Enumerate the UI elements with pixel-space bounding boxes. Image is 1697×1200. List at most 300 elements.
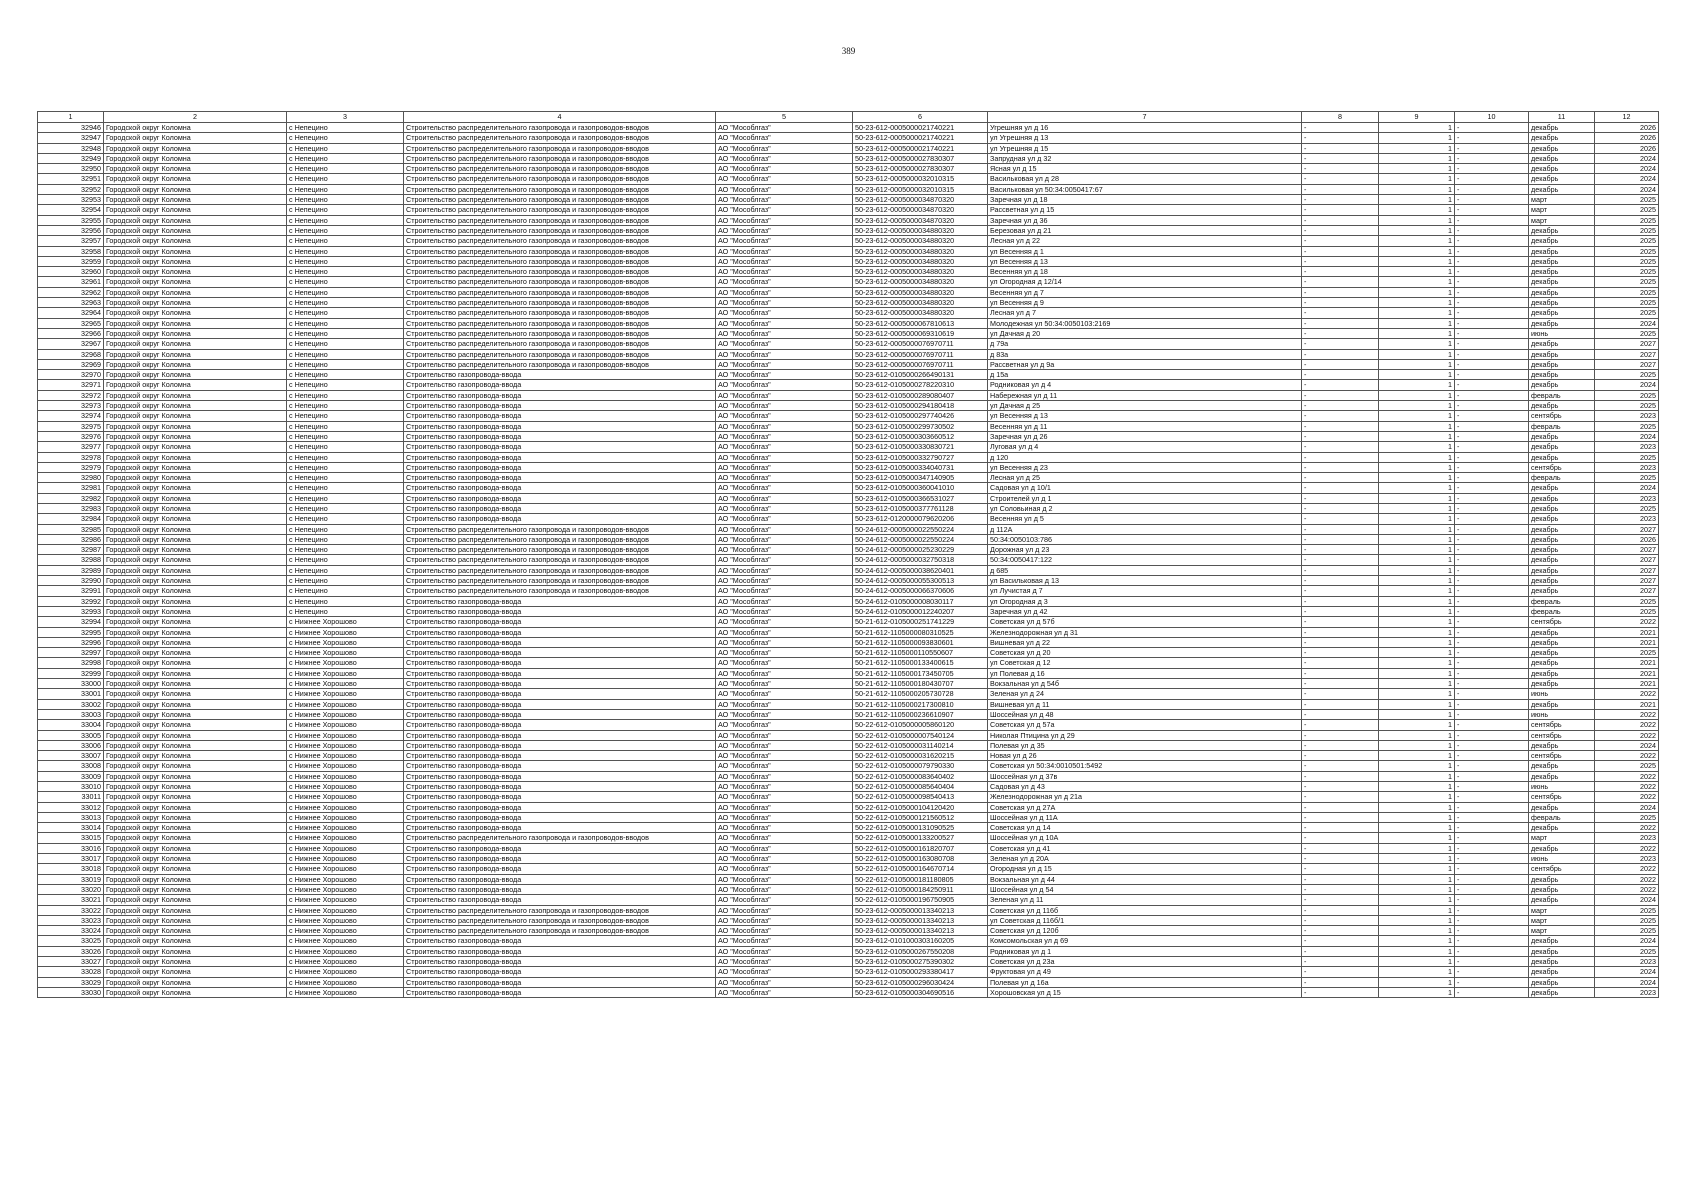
cell-col-10: - bbox=[1455, 267, 1529, 277]
cell-col-10: - bbox=[1455, 380, 1529, 390]
cell-program-id: 50-23-612-0005000034870320 bbox=[853, 205, 988, 215]
cell-program-id: 50-23-612-0005000034880320 bbox=[853, 298, 988, 308]
cell-year: 2025 bbox=[1595, 298, 1659, 308]
cell-program-id: 50-21-612-1105000093830601 bbox=[853, 637, 988, 647]
cell-col-8: - bbox=[1302, 123, 1379, 133]
cell-quantity: 1 bbox=[1379, 782, 1455, 792]
cell-organization: АО "Мособлгаз" bbox=[716, 915, 853, 925]
table-row bbox=[38, 164, 1659, 174]
cell-work-type: Строительство распределительного газопровода и газопроводов-вводов bbox=[404, 555, 716, 565]
cell-program-id: 50-22-612-0105000098540413 bbox=[853, 792, 988, 802]
cell-row-number: 32967 bbox=[38, 339, 104, 349]
cell-row-number: 32973 bbox=[38, 401, 104, 411]
cell-work-type: Строительство газопровода-ввода bbox=[404, 709, 716, 719]
cell-year: 2026 bbox=[1595, 534, 1659, 544]
cell-col-10: - bbox=[1455, 658, 1529, 668]
cell-settlement: с Непецино bbox=[287, 205, 404, 215]
cell-row-number: 32956 bbox=[38, 225, 104, 235]
cell-row-number: 33018 bbox=[38, 864, 104, 874]
cell-month: февраль bbox=[1529, 390, 1595, 400]
cell-month: декабрь bbox=[1529, 401, 1595, 411]
cell-row-number: 32954 bbox=[38, 205, 104, 215]
cell-program-id: 50-23-612-0005000034880320 bbox=[853, 236, 988, 246]
cell-row-number: 32988 bbox=[38, 555, 104, 565]
cell-settlement: с Нижнее Хорошово bbox=[287, 812, 404, 822]
cell-organization: АО "Мособлгаз" bbox=[716, 668, 853, 678]
cell-row-number: 32993 bbox=[38, 606, 104, 616]
cell-district: Городской округ Коломна bbox=[104, 730, 287, 740]
cell-work-type: Строительство газопровода-ввода bbox=[404, 473, 716, 483]
cell-organization: АО "Мособлгаз" bbox=[716, 493, 853, 503]
table-row bbox=[38, 256, 1659, 266]
cell-organization: АО "Мособлгаз" bbox=[716, 421, 853, 431]
cell-year: 2025 bbox=[1595, 473, 1659, 483]
column-header-8: 8 bbox=[1302, 112, 1379, 123]
cell-col-8: - bbox=[1302, 421, 1379, 431]
cell-quantity: 1 bbox=[1379, 411, 1455, 421]
cell-settlement: с Нижнее Хорошово bbox=[287, 699, 404, 709]
cell-row-number: 32983 bbox=[38, 503, 104, 513]
cell-row-number: 32987 bbox=[38, 545, 104, 555]
cell-col-8: - bbox=[1302, 339, 1379, 349]
cell-quantity: 1 bbox=[1379, 143, 1455, 153]
cell-year: 2024 bbox=[1595, 164, 1659, 174]
cell-col-10: - bbox=[1455, 926, 1529, 936]
cell-district: Городской округ Коломна bbox=[104, 462, 287, 472]
cell-district: Городской округ Коломна bbox=[104, 153, 287, 163]
cell-program-id: 50-24-612-0005000066370606 bbox=[853, 586, 988, 596]
cell-address: ул Весенняя д 9 bbox=[988, 298, 1302, 308]
cell-col-10: - bbox=[1455, 153, 1529, 163]
table-row bbox=[38, 225, 1659, 235]
cell-col-8: - bbox=[1302, 256, 1379, 266]
table-row bbox=[38, 267, 1659, 277]
cell-address: Огородная ул д 15 bbox=[988, 864, 1302, 874]
table-row bbox=[38, 596, 1659, 606]
cell-settlement: с Нижнее Хорошово bbox=[287, 658, 404, 668]
table-row bbox=[38, 720, 1659, 730]
cell-year: 2026 bbox=[1595, 133, 1659, 143]
cell-program-id: 50-22-612-0105000196750905 bbox=[853, 895, 988, 905]
cell-address: ул Огородная д 12/14 bbox=[988, 277, 1302, 287]
cell-col-10: - bbox=[1455, 905, 1529, 915]
cell-address: ул Лучистая д 7 bbox=[988, 586, 1302, 596]
cell-year: 2022 bbox=[1595, 864, 1659, 874]
cell-row-number: 32957 bbox=[38, 236, 104, 246]
cell-work-type: Строительство газопровода-ввода bbox=[404, 730, 716, 740]
cell-year: 2024 bbox=[1595, 483, 1659, 493]
cell-col-8: - bbox=[1302, 668, 1379, 678]
cell-year: 2022 bbox=[1595, 709, 1659, 719]
table-row bbox=[38, 833, 1659, 843]
cell-district: Городской округ Коломна bbox=[104, 493, 287, 503]
cell-work-type: Строительство газопровода-ввода bbox=[404, 823, 716, 833]
cell-row-number: 32963 bbox=[38, 298, 104, 308]
cell-settlement: с Непецино bbox=[287, 370, 404, 380]
cell-program-id: 50-23-612-0105000266490131 bbox=[853, 370, 988, 380]
cell-organization: АО "Мособлгаз" bbox=[716, 411, 853, 421]
cell-row-number: 33002 bbox=[38, 699, 104, 709]
cell-organization: АО "Мособлгаз" bbox=[716, 987, 853, 997]
cell-col-8: - bbox=[1302, 606, 1379, 616]
table-row bbox=[38, 318, 1659, 328]
cell-col-10: - bbox=[1455, 503, 1529, 513]
cell-quantity: 1 bbox=[1379, 926, 1455, 936]
cell-work-type: Строительство распределительного газопровода и газопроводов-вводов bbox=[404, 905, 716, 915]
table-row bbox=[38, 287, 1659, 297]
cell-col-10: - bbox=[1455, 431, 1529, 441]
cell-col-10: - bbox=[1455, 874, 1529, 884]
cell-row-number: 32984 bbox=[38, 514, 104, 524]
cell-col-8: - bbox=[1302, 637, 1379, 647]
table-row bbox=[38, 905, 1659, 915]
cell-address: Советская ул д 23а bbox=[988, 957, 1302, 967]
cell-organization: АО "Мособлгаз" bbox=[716, 308, 853, 318]
cell-row-number: 32961 bbox=[38, 277, 104, 287]
cell-district: Городской округ Коломна bbox=[104, 195, 287, 205]
cell-month: декабрь bbox=[1529, 679, 1595, 689]
cell-month: декабрь bbox=[1529, 740, 1595, 750]
cell-year: 2025 bbox=[1595, 421, 1659, 431]
cell-row-number: 32995 bbox=[38, 627, 104, 637]
cell-month: сентябрь bbox=[1529, 730, 1595, 740]
cell-district: Городской округ Коломна bbox=[104, 143, 287, 153]
cell-quantity: 1 bbox=[1379, 256, 1455, 266]
cell-month: декабрь bbox=[1529, 380, 1595, 390]
column-header-3: 3 bbox=[287, 112, 404, 123]
cell-program-id: 50-23-612-0005000021740221 bbox=[853, 143, 988, 153]
cell-row-number: 33016 bbox=[38, 843, 104, 853]
cell-address: Дорожная ул д 23 bbox=[988, 545, 1302, 555]
cell-program-id: 50-22-612-0105000007540124 bbox=[853, 730, 988, 740]
cell-district: Городской округ Коломна bbox=[104, 555, 287, 565]
cell-organization: АО "Мособлгаз" bbox=[716, 637, 853, 647]
cell-program-id: 50-24-612-0105000008030117 bbox=[853, 596, 988, 606]
cell-year: 2024 bbox=[1595, 936, 1659, 946]
cell-program-id: 50-23-612-0105000296030424 bbox=[853, 977, 988, 987]
cell-program-id: 50-23-612-0005000032010315 bbox=[853, 174, 988, 184]
cell-col-10: - bbox=[1455, 473, 1529, 483]
cell-program-id: 50-22-612-0105000131090525 bbox=[853, 823, 988, 833]
table-row bbox=[38, 648, 1659, 658]
cell-district: Городской округ Коломна bbox=[104, 370, 287, 380]
cell-row-number: 32975 bbox=[38, 421, 104, 431]
cell-col-10: - bbox=[1455, 565, 1529, 575]
cell-col-10: - bbox=[1455, 349, 1529, 359]
cell-quantity: 1 bbox=[1379, 905, 1455, 915]
cell-organization: АО "Мособлгаз" bbox=[716, 339, 853, 349]
cell-row-number: 32969 bbox=[38, 359, 104, 369]
cell-address: Родниковая ул д 1 bbox=[988, 946, 1302, 956]
cell-col-8: - bbox=[1302, 514, 1379, 524]
cell-organization: АО "Мособлгаз" bbox=[716, 936, 853, 946]
cell-quantity: 1 bbox=[1379, 555, 1455, 565]
cell-address: Шоссейная ул д 37в bbox=[988, 771, 1302, 781]
cell-row-number: 32985 bbox=[38, 524, 104, 534]
cell-district: Городской округ Коломна bbox=[104, 267, 287, 277]
cell-month: март bbox=[1529, 915, 1595, 925]
cell-settlement: с Непецино bbox=[287, 174, 404, 184]
cell-address: Строителей ул д 1 bbox=[988, 493, 1302, 503]
cell-row-number: 32946 bbox=[38, 123, 104, 133]
cell-year: 2025 bbox=[1595, 256, 1659, 266]
cell-work-type: Строительство газопровода-ввода bbox=[404, 462, 716, 472]
cell-quantity: 1 bbox=[1379, 771, 1455, 781]
cell-year: 2024 bbox=[1595, 967, 1659, 977]
cell-col-10: - bbox=[1455, 606, 1529, 616]
cell-col-10: - bbox=[1455, 462, 1529, 472]
table-row bbox=[38, 431, 1659, 441]
cell-quantity: 1 bbox=[1379, 823, 1455, 833]
cell-district: Городской округ Коломна bbox=[104, 442, 287, 452]
cell-year: 2022 bbox=[1595, 782, 1659, 792]
cell-settlement: с Непецино bbox=[287, 328, 404, 338]
cell-program-id: 50-23-612-0105000304690516 bbox=[853, 987, 988, 997]
cell-quantity: 1 bbox=[1379, 545, 1455, 555]
cell-program-id: 50-23-612-0005000034880320 bbox=[853, 287, 988, 297]
cell-organization: АО "Мособлгаз" bbox=[716, 740, 853, 750]
cell-organization: АО "Мособлгаз" bbox=[716, 236, 853, 246]
cell-organization: АО "Мособлгаз" bbox=[716, 462, 853, 472]
cell-program-id: 50-23-612-0105000275390302 bbox=[853, 957, 988, 967]
cell-col-8: - bbox=[1302, 967, 1379, 977]
cell-program-id: 50-23-612-0005000027830307 bbox=[853, 153, 988, 163]
cell-col-8: - bbox=[1302, 565, 1379, 575]
table-row bbox=[38, 936, 1659, 946]
cell-district: Городской округ Коломна bbox=[104, 884, 287, 894]
cell-col-10: - bbox=[1455, 401, 1529, 411]
cell-month: декабрь bbox=[1529, 977, 1595, 987]
cell-row-number: 32960 bbox=[38, 267, 104, 277]
cell-col-8: - bbox=[1302, 833, 1379, 843]
cell-settlement: с Непецино bbox=[287, 421, 404, 431]
cell-quantity: 1 bbox=[1379, 473, 1455, 483]
cell-organization: АО "Мособлгаз" bbox=[716, 720, 853, 730]
cell-quantity: 1 bbox=[1379, 565, 1455, 575]
cell-address: Советская ул д 41 bbox=[988, 843, 1302, 853]
cell-year: 2025 bbox=[1595, 267, 1659, 277]
cell-quantity: 1 bbox=[1379, 699, 1455, 709]
table-row bbox=[38, 215, 1659, 225]
cell-settlement: с Непецино bbox=[287, 545, 404, 555]
cell-year: 2025 bbox=[1595, 812, 1659, 822]
cell-district: Городской округ Коломна bbox=[104, 514, 287, 524]
cell-settlement: с Нижнее Хорошово bbox=[287, 864, 404, 874]
cell-quantity: 1 bbox=[1379, 514, 1455, 524]
cell-address: Новая ул д 26 bbox=[988, 751, 1302, 761]
cell-program-id: 50-23-612-0005000076970711 bbox=[853, 339, 988, 349]
cell-program-id: 50-23-612-0005000021740221 bbox=[853, 123, 988, 133]
cell-district: Городской округ Коломна bbox=[104, 967, 287, 977]
table-row bbox=[38, 524, 1659, 534]
cell-work-type: Строительство газопровода-ввода bbox=[404, 596, 716, 606]
cell-col-8: - bbox=[1302, 184, 1379, 194]
cell-year: 2022 bbox=[1595, 874, 1659, 884]
cell-program-id: 50-23-612-0005000013340213 bbox=[853, 915, 988, 925]
cell-work-type: Строительство газопровода-ввода bbox=[404, 411, 716, 421]
cell-district: Городской округ Коломна bbox=[104, 349, 287, 359]
cell-district: Городской округ Коломна bbox=[104, 318, 287, 328]
table-row bbox=[38, 442, 1659, 452]
cell-col-10: - bbox=[1455, 143, 1529, 153]
cell-quantity: 1 bbox=[1379, 483, 1455, 493]
cell-quantity: 1 bbox=[1379, 596, 1455, 606]
cell-year: 2025 bbox=[1595, 225, 1659, 235]
cell-work-type: Строительство газопровода-ввода bbox=[404, 370, 716, 380]
cell-col-10: - bbox=[1455, 957, 1529, 967]
cell-address: Шоссейная ул д 54 bbox=[988, 884, 1302, 894]
cell-organization: АО "Мособлгаз" bbox=[716, 256, 853, 266]
cell-quantity: 1 bbox=[1379, 967, 1455, 977]
cell-organization: АО "Мособлгаз" bbox=[716, 864, 853, 874]
cell-program-id: 50-22-612-0105000083640402 bbox=[853, 771, 988, 781]
cell-work-type: Строительство распределительного газопровода и газопроводов-вводов bbox=[404, 339, 716, 349]
cell-row-number: 33029 bbox=[38, 977, 104, 987]
cell-month: декабрь bbox=[1529, 534, 1595, 544]
cell-month: сентябрь bbox=[1529, 411, 1595, 421]
cell-year: 2025 bbox=[1595, 905, 1659, 915]
cell-month: декабрь bbox=[1529, 555, 1595, 565]
cell-work-type: Строительство газопровода-ввода bbox=[404, 606, 716, 616]
cell-address: ул Весенняя д 23 bbox=[988, 462, 1302, 472]
cell-district: Городской округ Коломна bbox=[104, 648, 287, 658]
column-header-11: 11 bbox=[1529, 112, 1595, 123]
cell-quantity: 1 bbox=[1379, 503, 1455, 513]
cell-district: Городской округ Коломна bbox=[104, 390, 287, 400]
cell-work-type: Строительство распределительного газопровода и газопроводов-вводов bbox=[404, 164, 716, 174]
cell-year: 2025 bbox=[1595, 596, 1659, 606]
cell-work-type: Строительство распределительного газопровода и газопроводов-вводов bbox=[404, 236, 716, 246]
cell-col-8: - bbox=[1302, 349, 1379, 359]
cell-organization: АО "Мособлгаз" bbox=[716, 431, 853, 441]
cell-quantity: 1 bbox=[1379, 576, 1455, 586]
cell-program-id: 50-23-612-0005000076970711 bbox=[853, 349, 988, 359]
cell-program-id: 50-23-612-0005000034880320 bbox=[853, 277, 988, 287]
cell-address: д 83а bbox=[988, 349, 1302, 359]
table-row bbox=[38, 401, 1659, 411]
cell-work-type: Строительство газопровода-ввода bbox=[404, 648, 716, 658]
cell-district: Городской округ Коломна bbox=[104, 524, 287, 534]
cell-work-type: Строительство газопровода-ввода bbox=[404, 740, 716, 750]
cell-address: Вокзальная ул д 44 bbox=[988, 874, 1302, 884]
cell-col-10: - bbox=[1455, 617, 1529, 627]
cell-district: Городской округ Коломна bbox=[104, 957, 287, 967]
cell-quantity: 1 bbox=[1379, 658, 1455, 668]
cell-year: 2024 bbox=[1595, 174, 1659, 184]
cell-col-10: - bbox=[1455, 699, 1529, 709]
cell-col-10: - bbox=[1455, 524, 1529, 534]
cell-quantity: 1 bbox=[1379, 709, 1455, 719]
cell-work-type: Строительство газопровода-ввода bbox=[404, 854, 716, 864]
cell-program-id: 50-23-612-0005000013340213 bbox=[853, 905, 988, 915]
cell-col-8: - bbox=[1302, 915, 1379, 925]
cell-work-type: Строительство газопровода-ввода bbox=[404, 843, 716, 853]
cell-row-number: 32978 bbox=[38, 452, 104, 462]
cell-quantity: 1 bbox=[1379, 339, 1455, 349]
cell-organization: АО "Мособлгаз" bbox=[716, 627, 853, 637]
cell-work-type: Строительство распределительного газопровода и газопроводов-вводов bbox=[404, 586, 716, 596]
cell-col-8: - bbox=[1302, 359, 1379, 369]
cell-month: декабрь bbox=[1529, 957, 1595, 967]
cell-col-8: - bbox=[1302, 596, 1379, 606]
cell-quantity: 1 bbox=[1379, 431, 1455, 441]
cell-col-10: - bbox=[1455, 534, 1529, 544]
cell-month: декабрь bbox=[1529, 318, 1595, 328]
table-row bbox=[38, 895, 1659, 905]
cell-settlement: с Непецино bbox=[287, 123, 404, 133]
cell-program-id: 50-23-612-0005000034870320 bbox=[853, 195, 988, 205]
cell-address: ул Соловьиная д 2 bbox=[988, 503, 1302, 513]
cell-settlement: с Нижнее Хорошово bbox=[287, 730, 404, 740]
cell-quantity: 1 bbox=[1379, 390, 1455, 400]
cell-address: 50:34:0050103:786 bbox=[988, 534, 1302, 544]
cell-work-type: Строительство распределительного газопровода и газопроводов-вводов bbox=[404, 524, 716, 534]
cell-work-type: Строительство распределительного газопровода и газопроводов-вводов bbox=[404, 246, 716, 256]
cell-year: 2023 bbox=[1595, 411, 1659, 421]
cell-year: 2027 bbox=[1595, 339, 1659, 349]
cell-address: Лесная ул д 22 bbox=[988, 236, 1302, 246]
cell-address: Садовая ул д 10/1 bbox=[988, 483, 1302, 493]
cell-col-10: - bbox=[1455, 843, 1529, 853]
cell-quantity: 1 bbox=[1379, 854, 1455, 864]
cell-quantity: 1 bbox=[1379, 689, 1455, 699]
cell-row-number: 32974 bbox=[38, 411, 104, 421]
cell-quantity: 1 bbox=[1379, 720, 1455, 730]
cell-quantity: 1 bbox=[1379, 133, 1455, 143]
cell-row-number: 33003 bbox=[38, 709, 104, 719]
cell-month: декабрь bbox=[1529, 761, 1595, 771]
cell-row-number: 33020 bbox=[38, 884, 104, 894]
table-row bbox=[38, 771, 1659, 781]
cell-month: декабрь bbox=[1529, 967, 1595, 977]
cell-col-10: - bbox=[1455, 318, 1529, 328]
cell-settlement: с Нижнее Хорошово bbox=[287, 874, 404, 884]
cell-settlement: с Непецино bbox=[287, 287, 404, 297]
cell-month: декабрь bbox=[1529, 298, 1595, 308]
cell-year: 2025 bbox=[1595, 328, 1659, 338]
cell-year: 2025 bbox=[1595, 452, 1659, 462]
cell-col-10: - bbox=[1455, 483, 1529, 493]
cell-quantity: 1 bbox=[1379, 843, 1455, 853]
cell-program-id: 50-21-612-1105000173450705 bbox=[853, 668, 988, 678]
cell-row-number: 32986 bbox=[38, 534, 104, 544]
table-row bbox=[38, 308, 1659, 318]
cell-district: Городской округ Коломна bbox=[104, 617, 287, 627]
cell-col-10: - bbox=[1455, 133, 1529, 143]
cell-col-10: - bbox=[1455, 854, 1529, 864]
cell-col-8: - bbox=[1302, 771, 1379, 781]
cell-district: Городской округ Коломна bbox=[104, 668, 287, 678]
cell-organization: АО "Мособлгаз" bbox=[716, 174, 853, 184]
cell-district: Городской округ Коломна bbox=[104, 246, 287, 256]
cell-district: Городской округ Коломна bbox=[104, 225, 287, 235]
cell-settlement: с Нижнее Хорошово bbox=[287, 823, 404, 833]
cell-col-10: - bbox=[1455, 256, 1529, 266]
cell-quantity: 1 bbox=[1379, 452, 1455, 462]
cell-organization: АО "Мособлгаз" bbox=[716, 401, 853, 411]
cell-district: Городской округ Коломна bbox=[104, 452, 287, 462]
cell-work-type: Строительство газопровода-ввода bbox=[404, 751, 716, 761]
cell-quantity: 1 bbox=[1379, 349, 1455, 359]
cell-address: Васильковая ул 50:34:0050417:67 bbox=[988, 184, 1302, 194]
cell-year: 2022 bbox=[1595, 689, 1659, 699]
cell-col-10: - bbox=[1455, 390, 1529, 400]
cell-program-id: 50-23-612-0105000360041010 bbox=[853, 483, 988, 493]
cell-program-id: 50-23-612-0105000289080407 bbox=[853, 390, 988, 400]
cell-work-type: Строительство газопровода-ввода bbox=[404, 401, 716, 411]
cell-quantity: 1 bbox=[1379, 236, 1455, 246]
cell-work-type: Строительство распределительного газопровода и газопроводов-вводов bbox=[404, 256, 716, 266]
